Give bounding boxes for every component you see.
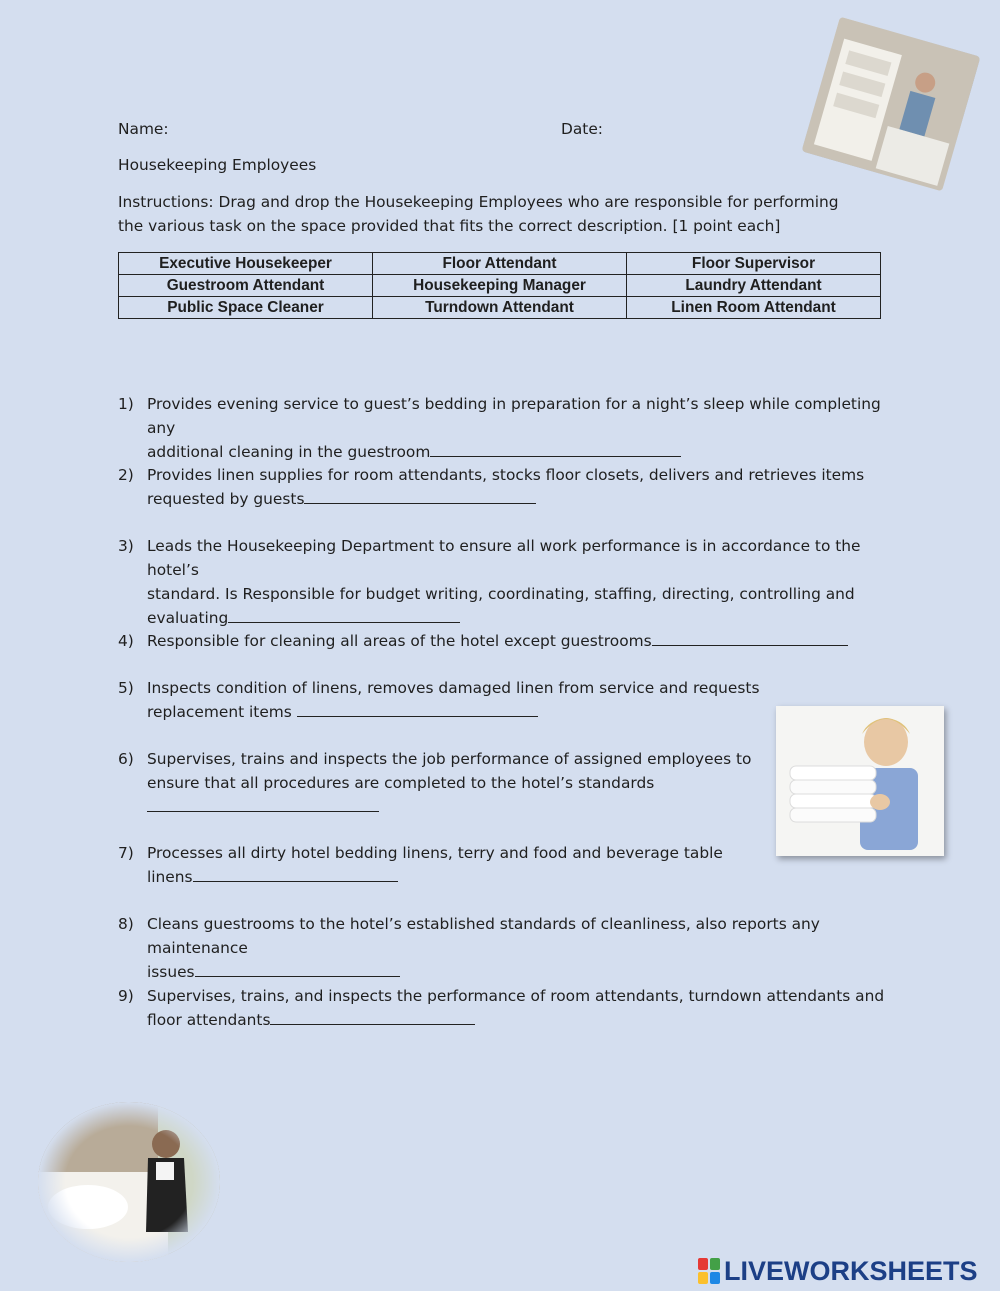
question-1 xyxy=(118,392,888,464)
word-bank-item[interactable]: Housekeeping Manager xyxy=(373,275,627,297)
question-text: Supervises, trains, and inspects the performance of room attendants, turndown attendants and xyxy=(147,987,885,1005)
question-number: 6) xyxy=(118,750,134,768)
question-text: additional cleaning in the guestroom xyxy=(147,443,431,461)
word-bank-item[interactable]: Guestroom Attendant xyxy=(119,275,373,297)
question-text: Supervises, trains and inspects the job performance of assigned employees to xyxy=(147,750,752,768)
page-title: Housekeeping Employees xyxy=(118,156,317,174)
question-number: 9) xyxy=(118,987,134,1005)
answer-blank[interactable] xyxy=(297,700,538,717)
date-label: Date: xyxy=(561,120,603,138)
question-7 xyxy=(118,841,888,889)
liveworksheets-logo xyxy=(698,1257,978,1285)
question-text: evaluating xyxy=(147,609,229,627)
question-text: Cleans guestrooms to the hotel’s established standards of cleanliness, also reports any maintenance xyxy=(147,915,820,957)
word-bank-item[interactable]: Executive Housekeeper xyxy=(119,253,373,275)
question-number: 4) xyxy=(118,632,134,650)
question-number: 3) xyxy=(118,537,134,555)
word-bank-item[interactable]: Turndown Attendant xyxy=(373,297,627,319)
answer-blank[interactable] xyxy=(270,1008,475,1025)
word-bank-item[interactable]: Linen Room Attendant xyxy=(627,297,881,319)
word-bank-table xyxy=(118,252,881,319)
question-text: Inspects condition of linens, removes damaged linen from service and requests xyxy=(147,679,760,697)
question-number: 2) xyxy=(118,466,134,484)
name-label: Name: xyxy=(118,120,169,138)
answer-blank[interactable] xyxy=(228,606,460,623)
answer-blank[interactable] xyxy=(304,487,536,504)
question-number: 1) xyxy=(118,395,134,413)
question-text: Responsible for cleaning all areas of the hotel except guestrooms xyxy=(147,632,652,650)
logo-text: LIVEWORKSHEETS xyxy=(724,1255,978,1286)
answer-blank[interactable] xyxy=(147,795,379,812)
word-bank-row xyxy=(119,275,881,297)
question-text: issues xyxy=(147,963,195,981)
answer-blank[interactable] xyxy=(193,865,398,882)
question-5 xyxy=(118,676,888,724)
question-number: 8) xyxy=(118,915,134,933)
answer-blank[interactable] xyxy=(652,629,848,646)
question-6 xyxy=(118,747,888,819)
question-text: standard. Is Responsible for budget writing, coordinating, staffing, directing, controlling and xyxy=(147,585,855,603)
answer-blank[interactable] xyxy=(195,960,400,977)
word-bank-item[interactable]: Public Space Cleaner xyxy=(119,297,373,319)
question-text: Provides evening service to guest’s bedding in preparation for a night’s sleep while completing any xyxy=(147,395,881,437)
question-number: 5) xyxy=(118,679,134,697)
question-number: 7) xyxy=(118,844,134,862)
answer-blank[interactable] xyxy=(430,440,681,457)
question-9 xyxy=(118,984,888,1032)
question-text: ensure that all procedures are completed to the hotel’s standards xyxy=(147,774,655,792)
question-text: Provides linen supplies for room attendants, stocks floor closets, delivers and retrieves items xyxy=(147,466,865,484)
question-text: requested by guests xyxy=(147,490,305,508)
word-bank-row xyxy=(119,297,881,319)
instructions: Instructions: Drag and drop the Housekeeping Employees who are responsible for performing the various task on the space provided that fits the correct description. [1 point each] xyxy=(118,193,839,235)
maid-with-towels-photo xyxy=(776,706,944,856)
logo-mark-icon xyxy=(698,1258,720,1284)
question-8 xyxy=(118,912,888,984)
question-2 xyxy=(118,463,888,511)
question-text: Leads the Housekeeping Department to ensure all work performance is in accordance to the hotel’s xyxy=(147,537,861,579)
question-4 xyxy=(118,629,888,653)
housekeeping-photo-top xyxy=(802,17,981,192)
question-text: replacement items xyxy=(147,703,297,721)
word-bank-item[interactable]: Floor Attendant xyxy=(373,253,627,275)
word-bank-item[interactable]: Laundry Attendant xyxy=(627,275,881,297)
question-text: floor attendants xyxy=(147,1011,271,1029)
question-text: linens xyxy=(147,868,193,886)
question-text: Processes all dirty hotel bedding linens, terry and food and beverage table xyxy=(147,844,723,862)
word-bank-item[interactable]: Floor Supervisor xyxy=(627,253,881,275)
question-3 xyxy=(118,534,888,630)
maid-making-bed-photo xyxy=(38,1102,220,1262)
word-bank-row xyxy=(119,253,881,275)
